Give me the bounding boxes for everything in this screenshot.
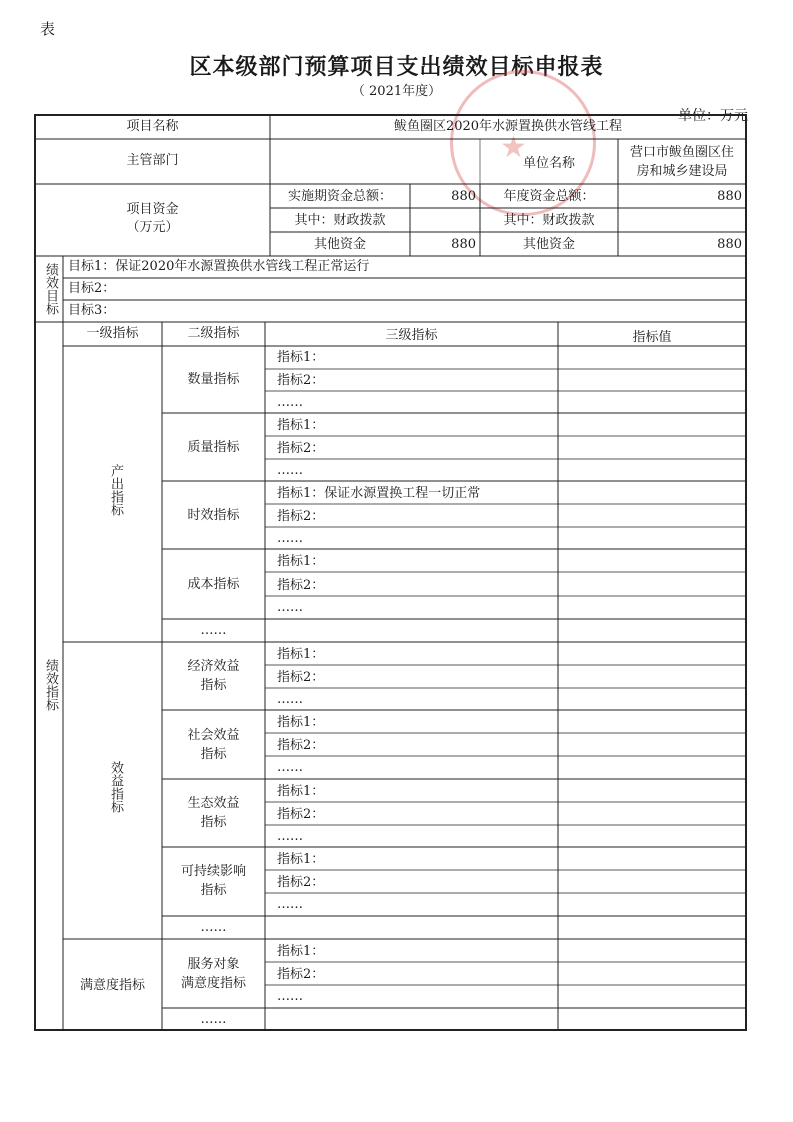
goal-2: 目标2： bbox=[68, 281, 116, 296]
output-ellipsis: …… bbox=[200, 623, 227, 638]
impl-fiscal-label: 其中：财政拨款 bbox=[294, 213, 386, 228]
goal-3: 目标3： bbox=[68, 303, 116, 318]
eco-indicator-line2: 指标 bbox=[200, 815, 227, 830]
page-title: 区本级部门预算项目支出绩效目标申报表 bbox=[189, 54, 604, 80]
project-name-label: 项目名称 bbox=[126, 119, 179, 134]
quantity-ind1: 指标1： bbox=[277, 350, 325, 365]
impl-other-value: 880 bbox=[451, 237, 476, 252]
sustain-ind1: 指标1： bbox=[277, 852, 325, 867]
economic-ind2: 指标2： bbox=[277, 670, 325, 685]
col-level2-header: 二级指标 bbox=[187, 326, 240, 341]
unit-label: 单位：万元 bbox=[678, 108, 748, 124]
timeliness-ind1: 指标1：保证水源置换工程一切正常 bbox=[277, 486, 481, 501]
economic-ellipsis: …… bbox=[277, 692, 303, 707]
cost-ellipsis: …… bbox=[277, 600, 303, 615]
benefit-ellipsis: …… bbox=[200, 920, 227, 935]
cost-ind1: 指标1： bbox=[277, 554, 325, 569]
cost-ind2: 指标2： bbox=[277, 578, 325, 593]
satisfaction-indicator-label: 满意度指标 bbox=[79, 978, 145, 993]
funds-label-line2: （万元） bbox=[126, 220, 179, 235]
year-total-label: 年度资金总额： bbox=[503, 189, 595, 204]
quantity-ellipsis: …… bbox=[277, 395, 303, 410]
sustain-ellipsis: …… bbox=[277, 897, 303, 912]
satisfaction-ellipsis: …… bbox=[200, 1012, 227, 1027]
economic-ind1: 指标1： bbox=[277, 647, 325, 662]
funds-label-line1: 项目资金 bbox=[126, 202, 179, 217]
indicators-section-label: 绩效指标 bbox=[43, 659, 58, 711]
quantity-indicator: 数量指标 bbox=[187, 372, 240, 387]
quality-indicator: 质量指标 bbox=[187, 440, 240, 455]
social-ellipsis: …… bbox=[277, 760, 303, 775]
col-level1-header: 一级指标 bbox=[86, 326, 139, 341]
quantity-ind2: 指标2： bbox=[277, 373, 325, 388]
impl-total-value: 880 bbox=[451, 189, 476, 204]
timeliness-ind2: 指标2： bbox=[277, 509, 325, 524]
quality-ind1: 指标1： bbox=[277, 418, 325, 433]
unit-name-value-line2: 房和城乡建设局 bbox=[636, 164, 728, 179]
goals-section-label: 绩效目标 bbox=[43, 263, 58, 315]
eco-indicator-line1: 生态效益 bbox=[187, 796, 240, 811]
cost-indicator: 成本指标 bbox=[187, 577, 240, 592]
service-indicator-line1: 服务对象 bbox=[187, 957, 240, 972]
social-indicator-line2: 指标 bbox=[200, 747, 227, 762]
page-subtitle: （ 2021年度） bbox=[351, 84, 442, 99]
unit-name-value-line1: 营口市鲅鱼圈区住 bbox=[629, 145, 734, 160]
impl-other-label: 其他资金 bbox=[313, 237, 366, 252]
quality-ind2: 指标2： bbox=[277, 441, 325, 456]
economic-indicator-line1: 经济效益 bbox=[187, 659, 240, 674]
social-ind1: 指标1： bbox=[277, 715, 325, 730]
eco-ellipsis: …… bbox=[277, 829, 303, 844]
unit-name-label: 单位名称 bbox=[522, 156, 575, 171]
col-level3-header: 三级指标 bbox=[385, 328, 438, 343]
benefit-indicator-label: 效益指标 bbox=[108, 761, 123, 813]
service-ind2: 指标2： bbox=[277, 967, 325, 982]
social-indicator-line1: 社会效益 bbox=[187, 728, 240, 743]
corner-label: 表 bbox=[40, 20, 56, 38]
year-other-label: 其他资金 bbox=[522, 237, 575, 252]
output-indicator-label: 产出指标 bbox=[108, 464, 123, 516]
year-total-value: 880 bbox=[717, 189, 742, 204]
sustain-indicator-line2: 指标 bbox=[200, 883, 227, 898]
eco-ind1: 指标1： bbox=[277, 784, 325, 799]
goal-1: 目标1：保证2020年水源置换供水管线工程正常运行 bbox=[68, 259, 370, 274]
timeliness-ellipsis: …… bbox=[277, 531, 303, 546]
service-ellipsis: …… bbox=[277, 989, 303, 1004]
impl-total-label: 实施期资金总额： bbox=[287, 189, 392, 204]
col-value-header: 指标值 bbox=[632, 330, 672, 345]
sustain-indicator-line1: 可持续影响 bbox=[180, 864, 246, 879]
year-fiscal-label: 其中：财政拨款 bbox=[503, 213, 595, 228]
service-ind1: 指标1： bbox=[277, 944, 325, 959]
social-ind2: 指标2： bbox=[277, 738, 325, 753]
seal-star-icon: ★ bbox=[500, 130, 527, 165]
year-other-value: 880 bbox=[717, 237, 742, 252]
economic-indicator-line2: 指标 bbox=[200, 678, 227, 693]
sustain-ind2: 指标2： bbox=[277, 875, 325, 890]
service-indicator-line2: 满意度指标 bbox=[180, 976, 246, 991]
quality-ellipsis: …… bbox=[277, 463, 303, 478]
project-name-value: 鲅鱼圈区2020年水源置换供水管线工程 bbox=[393, 119, 623, 134]
timeliness-indicator: 时效指标 bbox=[187, 508, 240, 523]
eco-ind2: 指标2： bbox=[277, 807, 325, 822]
dept-label: 主管部门 bbox=[126, 153, 179, 168]
